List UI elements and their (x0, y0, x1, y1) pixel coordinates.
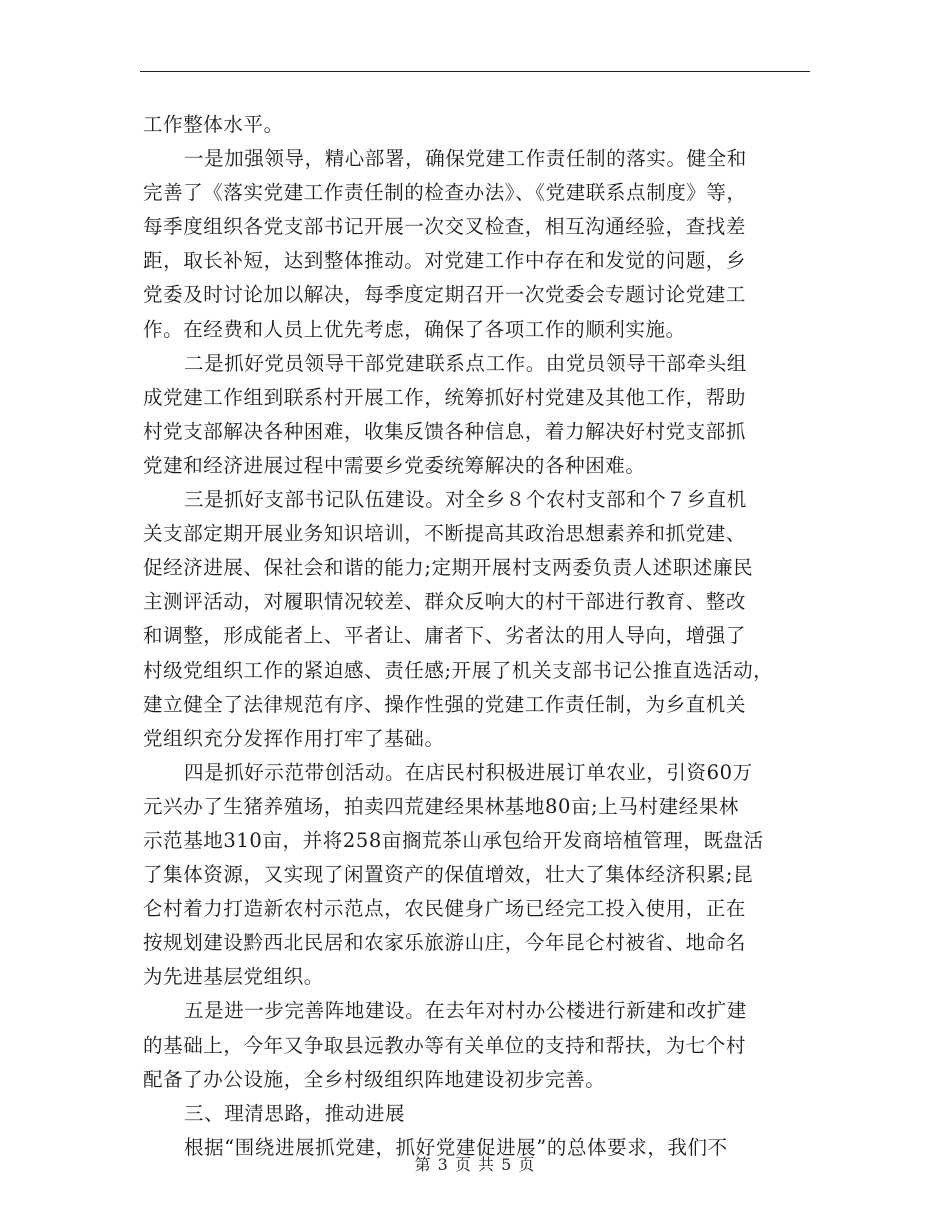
text-line: 示范基地310亩，并将258亩搁荒茶山承包给开发商培植管理，既盘活 (143, 828, 764, 852)
text-line: 村级党组织工作的紧迫感、责任感;开展了机关支部书记公推直选活动， (143, 658, 774, 682)
paragraph-first-line: 三是抓好支部书记队伍建设。对全乡８个农村支部和个７乡直机 (184, 488, 747, 512)
page-number-footer: 第 3 页 共 5 页 (414, 1155, 536, 1174)
text-line: 作。在经费和人员上优先考虑，确保了各项工作的顺利实施。 (143, 317, 686, 341)
text-line: 党建和经济进展过程中需要乡党委统筹解决的各种困难。 (143, 453, 646, 477)
text-line: 了集体资源，又实现了闲置资产的保值增效，壮大了集体经济积累;昆 (143, 863, 754, 887)
paragraph-first-line: 四是抓好示范带创活动。在店民村积极进展订单农业，引资60万 (184, 760, 753, 784)
paragraph-first-line: 二是抓好党员领导干部党建联系点工作。由党员领导干部牵头组 (184, 351, 747, 375)
text-line: 关支部定期开展业务知识培训，不断提高其政治思想素养和抓党建、 (143, 522, 747, 546)
text-line: 的基础上，今年又争取县远教办等有关单位的支持和帮扶，为七个村 (143, 1033, 747, 1057)
text-line: 按规划建设黔西北民居和农家乐旅游山庄，今年昆仑村被省、地命名 (143, 931, 747, 955)
text-line: 促经济进展、保社会和谐的能力;定期开展村支两委负责人述职述廉民 (143, 556, 754, 580)
text-line: 村党支部解决各种困难，收集反馈各种信息，着力解决好村党支部抓 (143, 419, 747, 443)
text-line: 工作整体水平。 (143, 113, 284, 136)
text-line: 为先进基层党组织。 (143, 965, 324, 989)
text-line: 完善了《落实党建工作责任制的检查办法》、《党建联系点制度》等， (143, 181, 747, 205)
paragraph-first-line: 根据“围绕进展抓党建，抓好党建促进展”的总体要求，我们不 (184, 1135, 728, 1159)
text-line: 党委及时讨论加以解决，每季度定期召开一次党委会专题讨论党建工 (143, 283, 747, 307)
paragraph-first-line: 一是加强领导，精心部署，确保党建工作责任制的落实。健全和 (184, 147, 747, 171)
text-line: 距，取长补短，达到整体推动。对党建工作中存在和发觉的问题，乡 (143, 249, 747, 273)
text-line: 主测评活动，对履职情况较差、群众反响大的村干部进行教育、整改 (143, 590, 747, 614)
document-body (143, 108, 811, 1165)
header-rule (140, 71, 810, 72)
section-heading: 三、理清思路，推动进展 (184, 1101, 406, 1125)
text-line: 仑村着力打造新农村示范点，农民健身广场已经完工投入使用，正在 (143, 897, 747, 921)
text-line: 元兴办了生猪养殖场，拍卖四荒建经果林基地80亩;上马村建经果林 (143, 794, 739, 818)
paragraph-first-line: 五是进一步完善阵地建设。在去年对村办公楼进行新建和改扩建 (184, 999, 747, 1023)
text-line: 配备了办公设施，全乡村级组织阵地建设初步完善。 (143, 1067, 606, 1091)
text-line: 成党建工作组到联系村开展工作，统筹抓好村党建及其他工作，帮助 (143, 385, 747, 409)
text-line: 党组织充分发挥作用打牢了基础。 (143, 726, 445, 750)
text-line: 建立健全了法律规范有序、操作性强的党建工作责任制，为乡直机关 (143, 692, 747, 716)
text-line: 每季度组织各党支部书记开展一次交叉检查，相互沟通经验，查找差 (143, 215, 747, 239)
text-line: 和调整，形成能者上、平者让、庸者下、劣者汰的用人导向，增强了 (143, 624, 747, 648)
